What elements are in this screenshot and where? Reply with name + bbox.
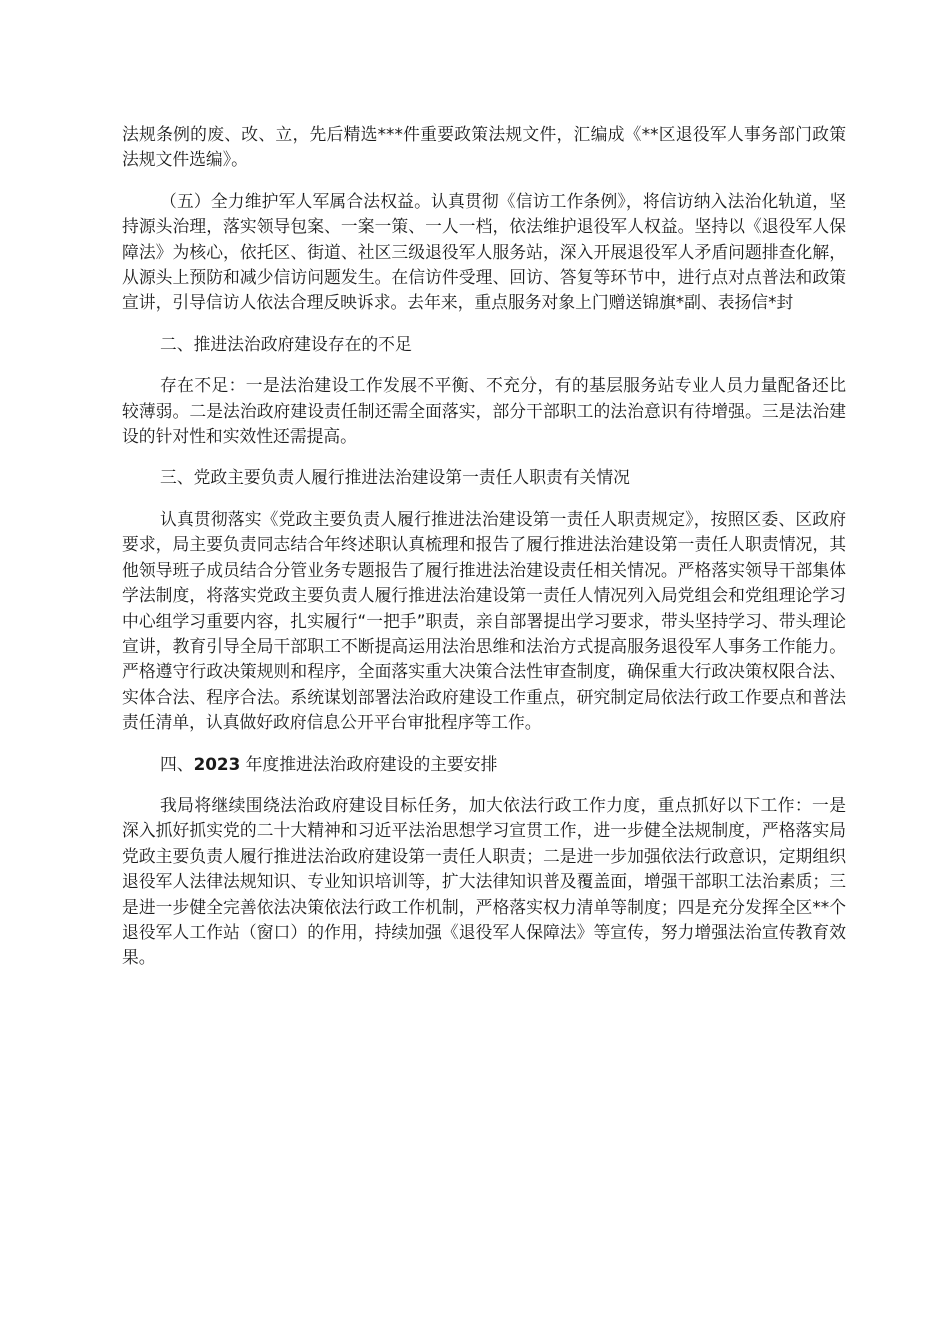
heading-four-year: 2023 — [193, 753, 241, 774]
heading-section-four — [122, 752, 846, 777]
paragraph-plan: 我局将继续围绕法治政府建设目标任务，加大依法行政工作力度，重点抓好以下工作：一是深入抓好抓实党的二十大精神和习近平法治思想学习宣贯工作，进一步健全法规制度，严格落实局党政主要负责人履行推进法治政府建设第一责任人职责；二是进一步加强依法行政意识，定期组织退役军人法律法规知识、专业知识培训等，扩大法律知识普及覆盖面，增强干部职工法治素质；三是进一步健全完善依法决策依法行政工作机制，严格落实权力清单等制度；四是充分发挥全区**个退役军人工作站（窗口）的作用，持续加强《退役军人保障法》等宣传，努力增强法治宣传教育效果。 — [122, 794, 846, 968]
heading-four-suffix: 年度推进法治政府建设的主要安排 — [245, 753, 498, 774]
heading-section-two: 二、推进法治政府建设存在的不足 — [160, 333, 412, 354]
paragraph-responsibility: 认真贯彻落实《党政主要负责人履行推进法治建设第一责任人职责规定》，按照区委、区政府要求，局主要负责同志结合年终述职认真梳理和报告了履行推进法治建设第一责任人职责情况，其他领导班子成员结合分管业务专题报告了履行推进法治建设责任相关情况。严格落实领导干部集体学法制度，将落实党政主要负责人履行推进法治建设第一责任人情况列入局党组会和党组理论学习中心组学习重要内容，扎实履行“一把手”职责，亲自部署提出学习要求，带头坚持学习、带头理论宣讲，教育引导全局干部职工不断提高运用法治思维和法治方式提高服务退役军人事务工作能力。严格遵守行政决策规则和程序，全面落实重大决策合法性审查制度，确保重大行政决策权限合法、实体合法、程序合法。系统谋划部署法治政府建设工作重点，研究制定局依法行政工作要点和普法责任清单，认真做好政府信息公开平台审批程序等工作。 — [122, 508, 846, 733]
paragraph-section-five: （五）全力维护军人军属合法权益。认真贯彻《信访工作条例》，将信访纳入法治化轨道，坚持源头治理，落实领导包案、一案一策、一人一档，依法维护退役军人权益。坚持以《退役军人保障法》为核心，依托区、街道、社区三级退役军人服务站，深入开展退役军人矛盾问题排查化解，从源头上预防和减少信访问题发生。在信访件受理、回访、答复等环节中，进行点对点普法和政策宣讲，引导信访人依法合理反映诉求。去年来，重点服务对象上门赠送锦旗*副、表扬信*封 — [122, 190, 846, 313]
heading-four-prefix: 四、 — [160, 753, 194, 774]
paragraph-continuation: 法规条例的废、改、立，先后精选***件重要政策法规文件，汇编成《**区退役军人事务部门政策法规文件选编》。 — [122, 124, 846, 170]
document-page — [122, 122, 846, 987]
heading-section-three: 三、党政主要负责人履行推进法治建设第一责任人职责有关情况 — [160, 467, 630, 488]
paragraph-shortcomings: 存在不足：一是法治建设工作发展不平衡、不充分，有的基层服务站专业人员力量配备还比较薄弱。二是法治政府建设责任制还需全面落实，部分干部职工的法治意识有待增强。三是法治建设的针对性和实效性还需提高。 — [122, 375, 846, 447]
